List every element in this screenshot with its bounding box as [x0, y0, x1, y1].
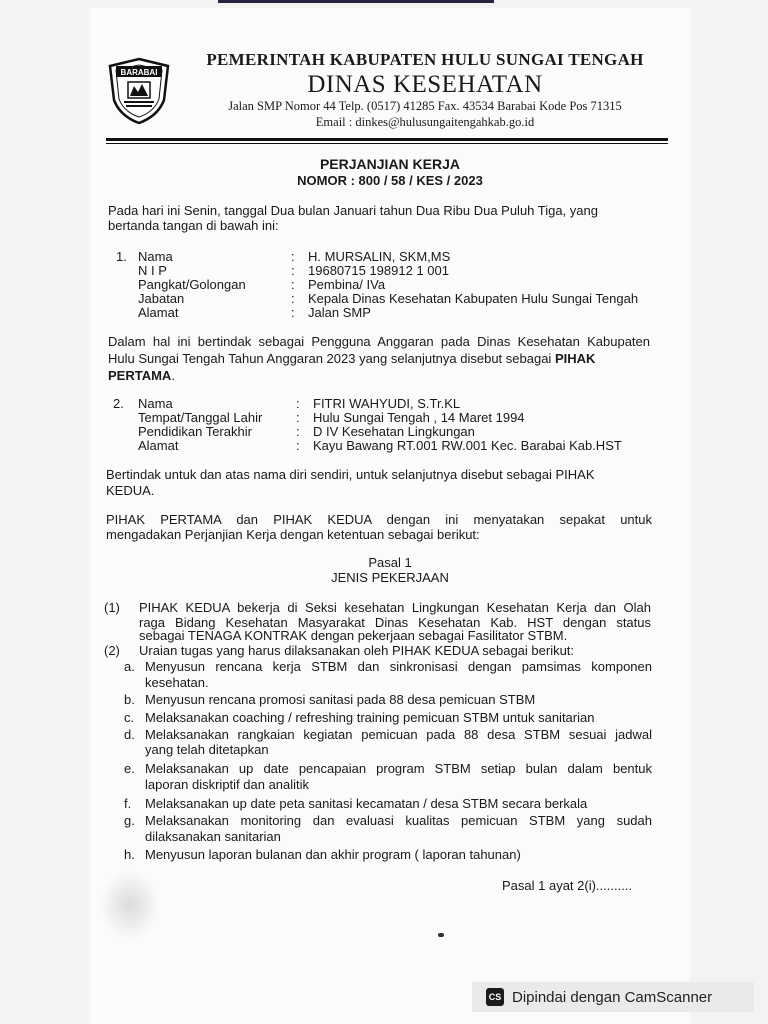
scan-dot: [438, 933, 444, 937]
field-label: Nama: [138, 396, 173, 411]
pasal-subtitle: JENIS PEKERJAAN: [331, 570, 449, 585]
field-colon: :: [291, 263, 295, 278]
header-rule-thin: [106, 143, 668, 144]
agency-name: PEMERINTAH KABUPATEN HULU SUNGAI TENGAH: [206, 50, 644, 69]
task-line: Menyusun rencana promosi sanitasi pada 88 desa pemicuan STBM: [145, 692, 536, 707]
field-colon: :: [296, 424, 300, 439]
paragraph-line: Hulu Sungai Tengah Tahun Anggaran 2023 yang selanjutnya disebut sebagai PIHAK: [108, 351, 596, 366]
field-label: Jabatan: [138, 291, 185, 306]
field-colon: :: [291, 291, 295, 306]
task-letter: b.: [124, 692, 135, 707]
field-value: Kayu Bawang RT.001 RW.001 Kec. Barabai Kab.HST: [313, 438, 622, 453]
task-line: dilaksanakan sanitarian: [145, 829, 281, 844]
field-label: N I P: [138, 263, 167, 278]
field-label: Pangkat/Golongan: [138, 277, 246, 292]
field-label: Pendidikan Terakhir: [138, 424, 252, 439]
field-value: H. MURSALIN, SKM,MS: [308, 249, 451, 264]
field-value: FITRI WAHYUDI, S.Tr.KL: [313, 396, 461, 411]
field-colon: :: [296, 438, 300, 453]
camscanner-icon: CS: [486, 988, 504, 1006]
field-value: Jalan SMP: [308, 305, 371, 320]
document-title: PERJANJIAN KERJA: [319, 156, 461, 172]
clause-line: sebagai TENAGA KONTRAK dengan pekerjaan sebagai Fasilitator STBM.: [139, 628, 568, 643]
pasal-title: Pasal 1: [368, 555, 412, 570]
field-value: Hulu Sungai Tengah , 14 Maret 1994: [313, 410, 525, 425]
task-line: Melaksanakan monitoring dan evaluasi kualitas pemicuan STBM yang sudah: [145, 813, 652, 828]
crest-text: BARABAI: [120, 68, 158, 77]
intro-line: Pada hari ini Senin, tanggal Dua bulan Januari tahun Dua Ribu Dua Puluh Tiga, yang: [108, 203, 599, 218]
party-number: 2.: [113, 396, 124, 411]
task-letter: g.: [124, 813, 135, 828]
field-colon: :: [291, 249, 295, 264]
field-label: Alamat: [138, 438, 179, 453]
task-line: yang telah ditetapkan: [145, 742, 269, 757]
task-letter: c.: [124, 710, 135, 725]
task-line: Melaksanakan rangkaian kegiatan pemicuan pada 88 desa STBM sesuai jadwal: [145, 727, 652, 742]
office-name: DINAS KESEHATAN: [307, 71, 543, 98]
header-rule-thick: [106, 138, 668, 141]
field-value: D IV Kesehatan Lingkungan: [313, 424, 475, 439]
paragraph-line: PIHAK PERTAMA dan PIHAK KEDUA dengan ini menyatakan sepakat untuk: [106, 512, 652, 527]
paragraph-line: Dalam hal ini bertindak sebagai Pengguna Anggaran pada Dinas Kesehatan Kabupaten: [108, 334, 650, 349]
field-colon: :: [296, 396, 300, 411]
task-letter: a.: [124, 659, 135, 674]
paragraph-line: mengadakan Perjanjian Kerja dengan ketentuan sebagai berikut:: [106, 527, 480, 542]
camscanner-watermark: [472, 982, 754, 1012]
field-label: Nama: [138, 249, 173, 264]
task-line: kesehatan.: [145, 675, 209, 690]
field-label: Alamat: [138, 305, 179, 320]
task-letter: e.: [124, 761, 135, 776]
field-colon: :: [296, 410, 300, 425]
task-line: Melaksanakan coaching / refreshing training pemicuan STBM untuk sanitarian: [145, 710, 595, 725]
top-edge-bar: [218, 0, 494, 3]
office-email: Email : dinkes@hulusungaitengahkab.go.id: [315, 115, 535, 129]
clause-number: (2): [104, 643, 120, 658]
camscanner-label: Dipindai dengan CamScanner: [512, 988, 713, 1006]
field-colon: :: [291, 277, 295, 292]
task-line: Melaksanakan up date pencapaian program STBM setiap bulan dalam bentuk: [145, 761, 652, 776]
task-letter: h.: [124, 847, 135, 862]
task-line: Melaksanakan up date peta sanitasi kecamatan / desa STBM secara berkala: [145, 796, 588, 811]
continuation-note: Pasal 1 ayat 2(i)..........: [502, 878, 633, 893]
field-value: Pembina/ IVa: [308, 277, 386, 292]
task-line: laporan diskriptif dan analitik: [145, 777, 310, 792]
party-number: 1.: [116, 249, 127, 264]
paragraph-line: PERTAMA.: [108, 368, 175, 383]
field-value: 19680715 198912 1 001: [308, 263, 449, 278]
field-colon: :: [291, 305, 295, 320]
document-number: NOMOR : 800 / 58 / KES / 2023: [297, 173, 483, 188]
clause-line: Uraian tugas yang harus dilaksanakan oleh PIHAK KEDUA sebagai berikut:: [139, 643, 575, 658]
paragraph-line: KEDUA.: [106, 483, 155, 498]
task-letter: f.: [124, 796, 132, 811]
task-line: Menyusun rencana kerja STBM dan sinkronisasi dengan pamsimas komponen: [145, 659, 652, 674]
clause-line: PIHAK KEDUA bekerja di Seksi kesehatan Lingkungan Kesehatan Kerja dan Olah: [139, 600, 651, 615]
field-label: Tempat/Tanggal Lahir: [138, 410, 263, 425]
field-value: Kepala Dinas Kesehatan Kabupaten Hulu Sungai Tengah: [308, 291, 639, 306]
clause-number: (1): [104, 600, 120, 615]
scan-smudge: [100, 870, 160, 940]
task-letter: d.: [124, 727, 135, 742]
task-line: Menyusun laporan bulanan dan akhir program ( laporan tahunan): [145, 847, 521, 862]
intro-line: bertanda tangan di bawah ini:: [108, 218, 279, 233]
office-address: Jalan SMP Nomor 44 Telp. (0517) 41285 Fax. 43534 Barabai Kode Pos 71315: [228, 99, 622, 113]
paragraph-line: Bertindak untuk dan atas nama diri sendiri, untuk selanjutnya disebut sebagai PIHAK: [106, 467, 595, 482]
barabai-crest-icon: [106, 56, 172, 126]
clause-line: raga Bidang Kesehatan Masyarakat Dinas Kesehatan Kab. HST dengan status: [139, 615, 651, 630]
